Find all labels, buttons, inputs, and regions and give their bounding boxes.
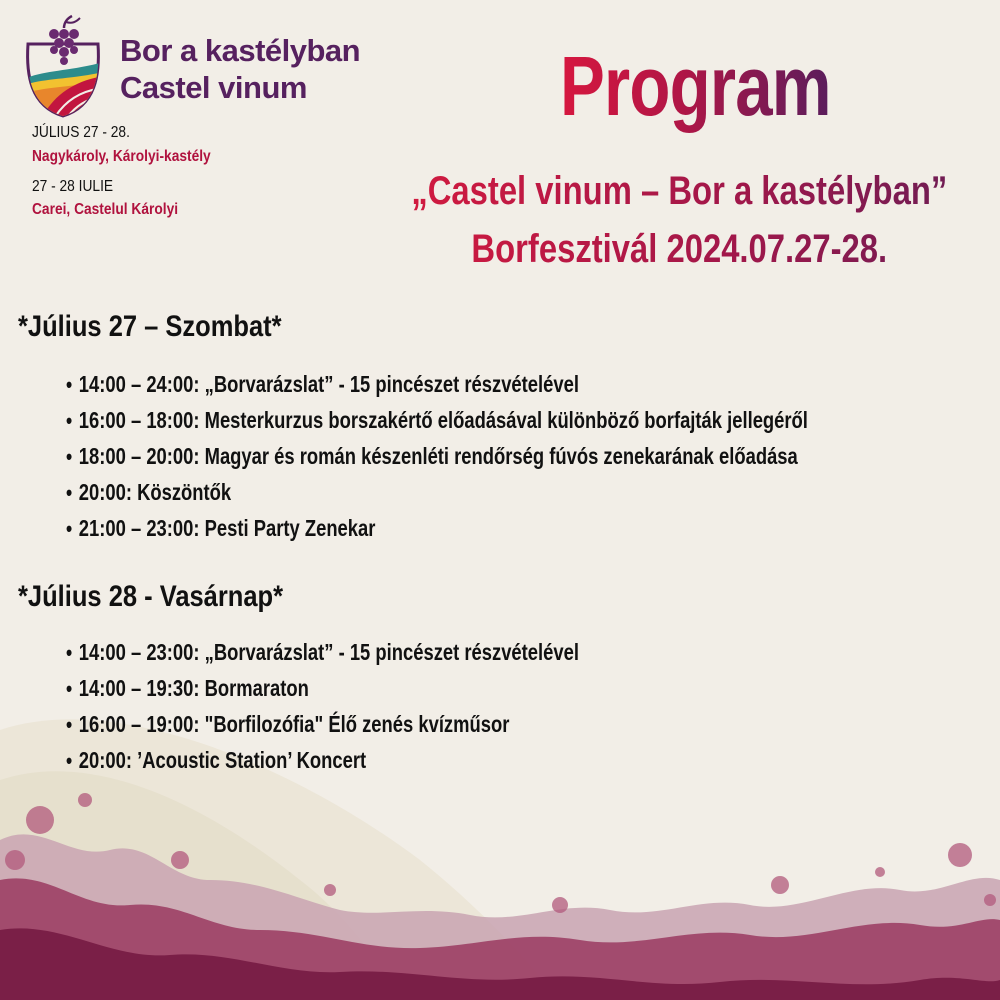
schedule-list-sunday <box>66 634 707 778</box>
schedule-entry-text: 21:00 – 23:00: Pesti Party Zenekar <box>78 515 376 541</box>
event-location-hungarian: Nagykároly, Károlyi-kastély <box>32 148 211 165</box>
schedule-entry-text: 14:00 – 19:30: Bormaraton <box>78 675 309 701</box>
bullet-icon: • <box>66 516 73 541</box>
schedule-list-saturday <box>66 366 993 546</box>
bullet-icon: • <box>66 408 73 433</box>
bullet-icon: • <box>66 712 73 737</box>
wine-glass-grapes-icon <box>22 14 104 122</box>
list-item <box>66 366 808 402</box>
list-item <box>66 742 579 778</box>
schedule-entry-text: 16:00 – 19:00: "Borfilozófia" Élő zenés kvízműsor <box>78 711 510 737</box>
list-item <box>66 474 808 510</box>
event-location-romanian: Carei, Castelul Károlyi <box>32 201 179 218</box>
schedule-entry-text: 18:00 – 20:00: Magyar és román készenléti rendőrség fúvós zenekarának előadása <box>78 443 798 469</box>
schedule-entry-text: 14:00 – 23:00: „Borvarázslat” - 15 pincészet részvételével <box>78 639 579 665</box>
event-dates-hungarian: JÚLIUS 27 - 28. <box>32 124 130 141</box>
page-title: Program <box>560 39 831 133</box>
bullet-icon: • <box>66 372 73 397</box>
bullet-icon: • <box>66 676 73 701</box>
brand-name-hungarian: Bor a kastélyban <box>120 33 361 68</box>
day-heading-saturday: *Július 27 – Szombat* <box>18 310 282 343</box>
schedule-entry-text: 14:00 – 24:00: „Borvarázslat” - 15 pincészet részvételével <box>78 371 579 397</box>
festival-dates-subtitle: Borfesztivál 2024.07.27-28. <box>380 227 979 272</box>
festival-subtitle: „Castel vinum – Bor a kastélyban” <box>380 169 979 214</box>
list-item <box>66 438 808 474</box>
schedule-entry-text: 20:00: Köszöntők <box>78 479 232 505</box>
schedule-entry-text: 16:00 – 18:00: Mesterkurzus borszakértő előadásával különböző borfajták jellegéről <box>78 407 808 433</box>
bullet-icon: • <box>66 480 73 505</box>
schedule-entry-text: 20:00: ’Acoustic Station’ Koncert <box>78 747 367 773</box>
event-dates-romanian: 27 - 28 IULIE <box>32 178 114 195</box>
list-item <box>66 634 579 670</box>
bullet-icon: • <box>66 444 73 469</box>
list-item <box>66 706 579 742</box>
list-item <box>66 670 579 706</box>
brand-name-latin: Castel vinum <box>120 70 307 105</box>
bullet-icon: • <box>66 748 73 773</box>
list-item <box>66 510 808 546</box>
day-heading-sunday: *Július 28 - Vasárnap* <box>18 580 284 613</box>
list-item <box>66 402 808 438</box>
bullet-icon: • <box>66 640 73 665</box>
